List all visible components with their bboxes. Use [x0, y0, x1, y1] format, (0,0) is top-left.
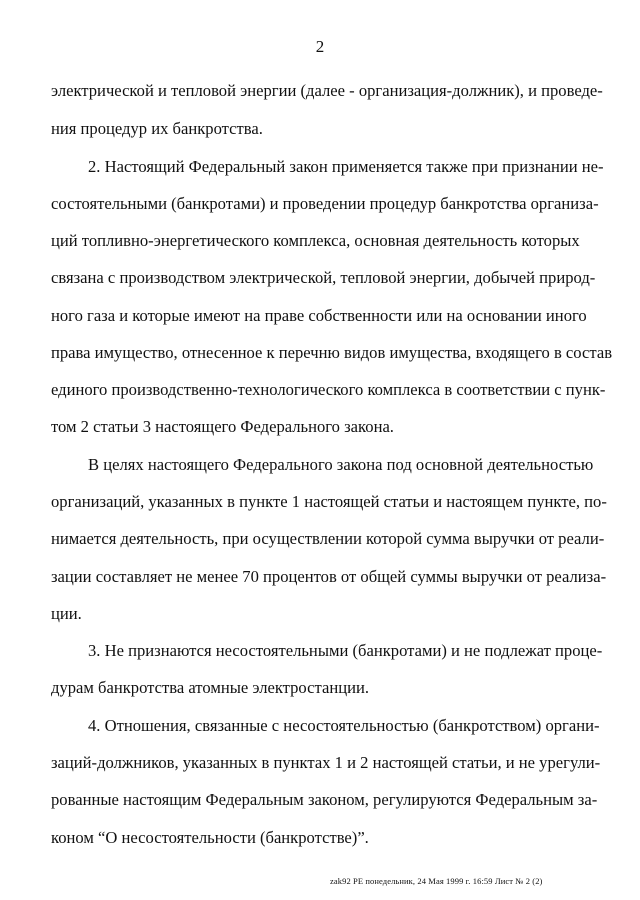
text-line: организаций, указанных в пункте 1 настоящей статьи и настоящем пункте, по- — [51, 492, 607, 511]
text-line: 2. Настоящий Федеральный закон применяется также при признании не- — [88, 157, 604, 176]
text-line: ций топливно-энергетического комплекса, основная деятельность которых — [51, 231, 580, 250]
text-line: единого производственно-технологического комплекса в соответствии с пунк- — [51, 380, 606, 399]
text-line: электрической и тепловой энергии (далее - организация-должник), и проведе- — [51, 81, 603, 100]
text-line: заций-должников, указанных в пунктах 1 и 2 настоящей статьи, и не урегули- — [51, 753, 601, 772]
text-line: ции. — [51, 604, 82, 623]
text-line: коном “О несостоятельности (банкротстве)”. — [51, 828, 369, 847]
text-line: зации составляет не менее 70 процентов от общей суммы выручки от реализа- — [51, 567, 607, 586]
text-line: В целях настоящего Федерального закона под основной деятельностью — [88, 455, 594, 474]
text-line: состоятельными (банкротами) и проведении процедур банкротства организа- — [51, 194, 599, 213]
text-line: права имущество, отнесенное к перечню видов имущества, входящего в состав — [51, 343, 613, 362]
text-line: нимается деятельность, при осуществлении которой сумма выручки от реали- — [51, 529, 605, 548]
text-line: рованные настоящим Федеральным законом, регулируются Федеральным за- — [51, 790, 598, 809]
footer-meta: zak92 PE понедельник, 24 Мая 1999 г. 16:59 Лист № 2 (2) — [330, 876, 543, 886]
text-line: связана с производством электрической, тепловой энергии, добычей природ- — [51, 268, 596, 287]
text-line: ного газа и которые имеют на праве собственности или на основании иного — [51, 306, 587, 325]
text-line: 4. Отношения, связанные с несостоятельностью (банкротством) органи- — [88, 716, 600, 735]
text-line: дурам банкротства атомные электростанции. — [51, 678, 369, 697]
text-line: 3. Не признаются несостоятельными (банкротами) и не подлежат проце- — [88, 641, 603, 660]
text-line: том 2 статьи 3 настоящего Федерального закона. — [51, 417, 394, 436]
page-number: 2 — [315, 37, 325, 56]
text-line: ния процедур их банкротства. — [51, 119, 263, 138]
